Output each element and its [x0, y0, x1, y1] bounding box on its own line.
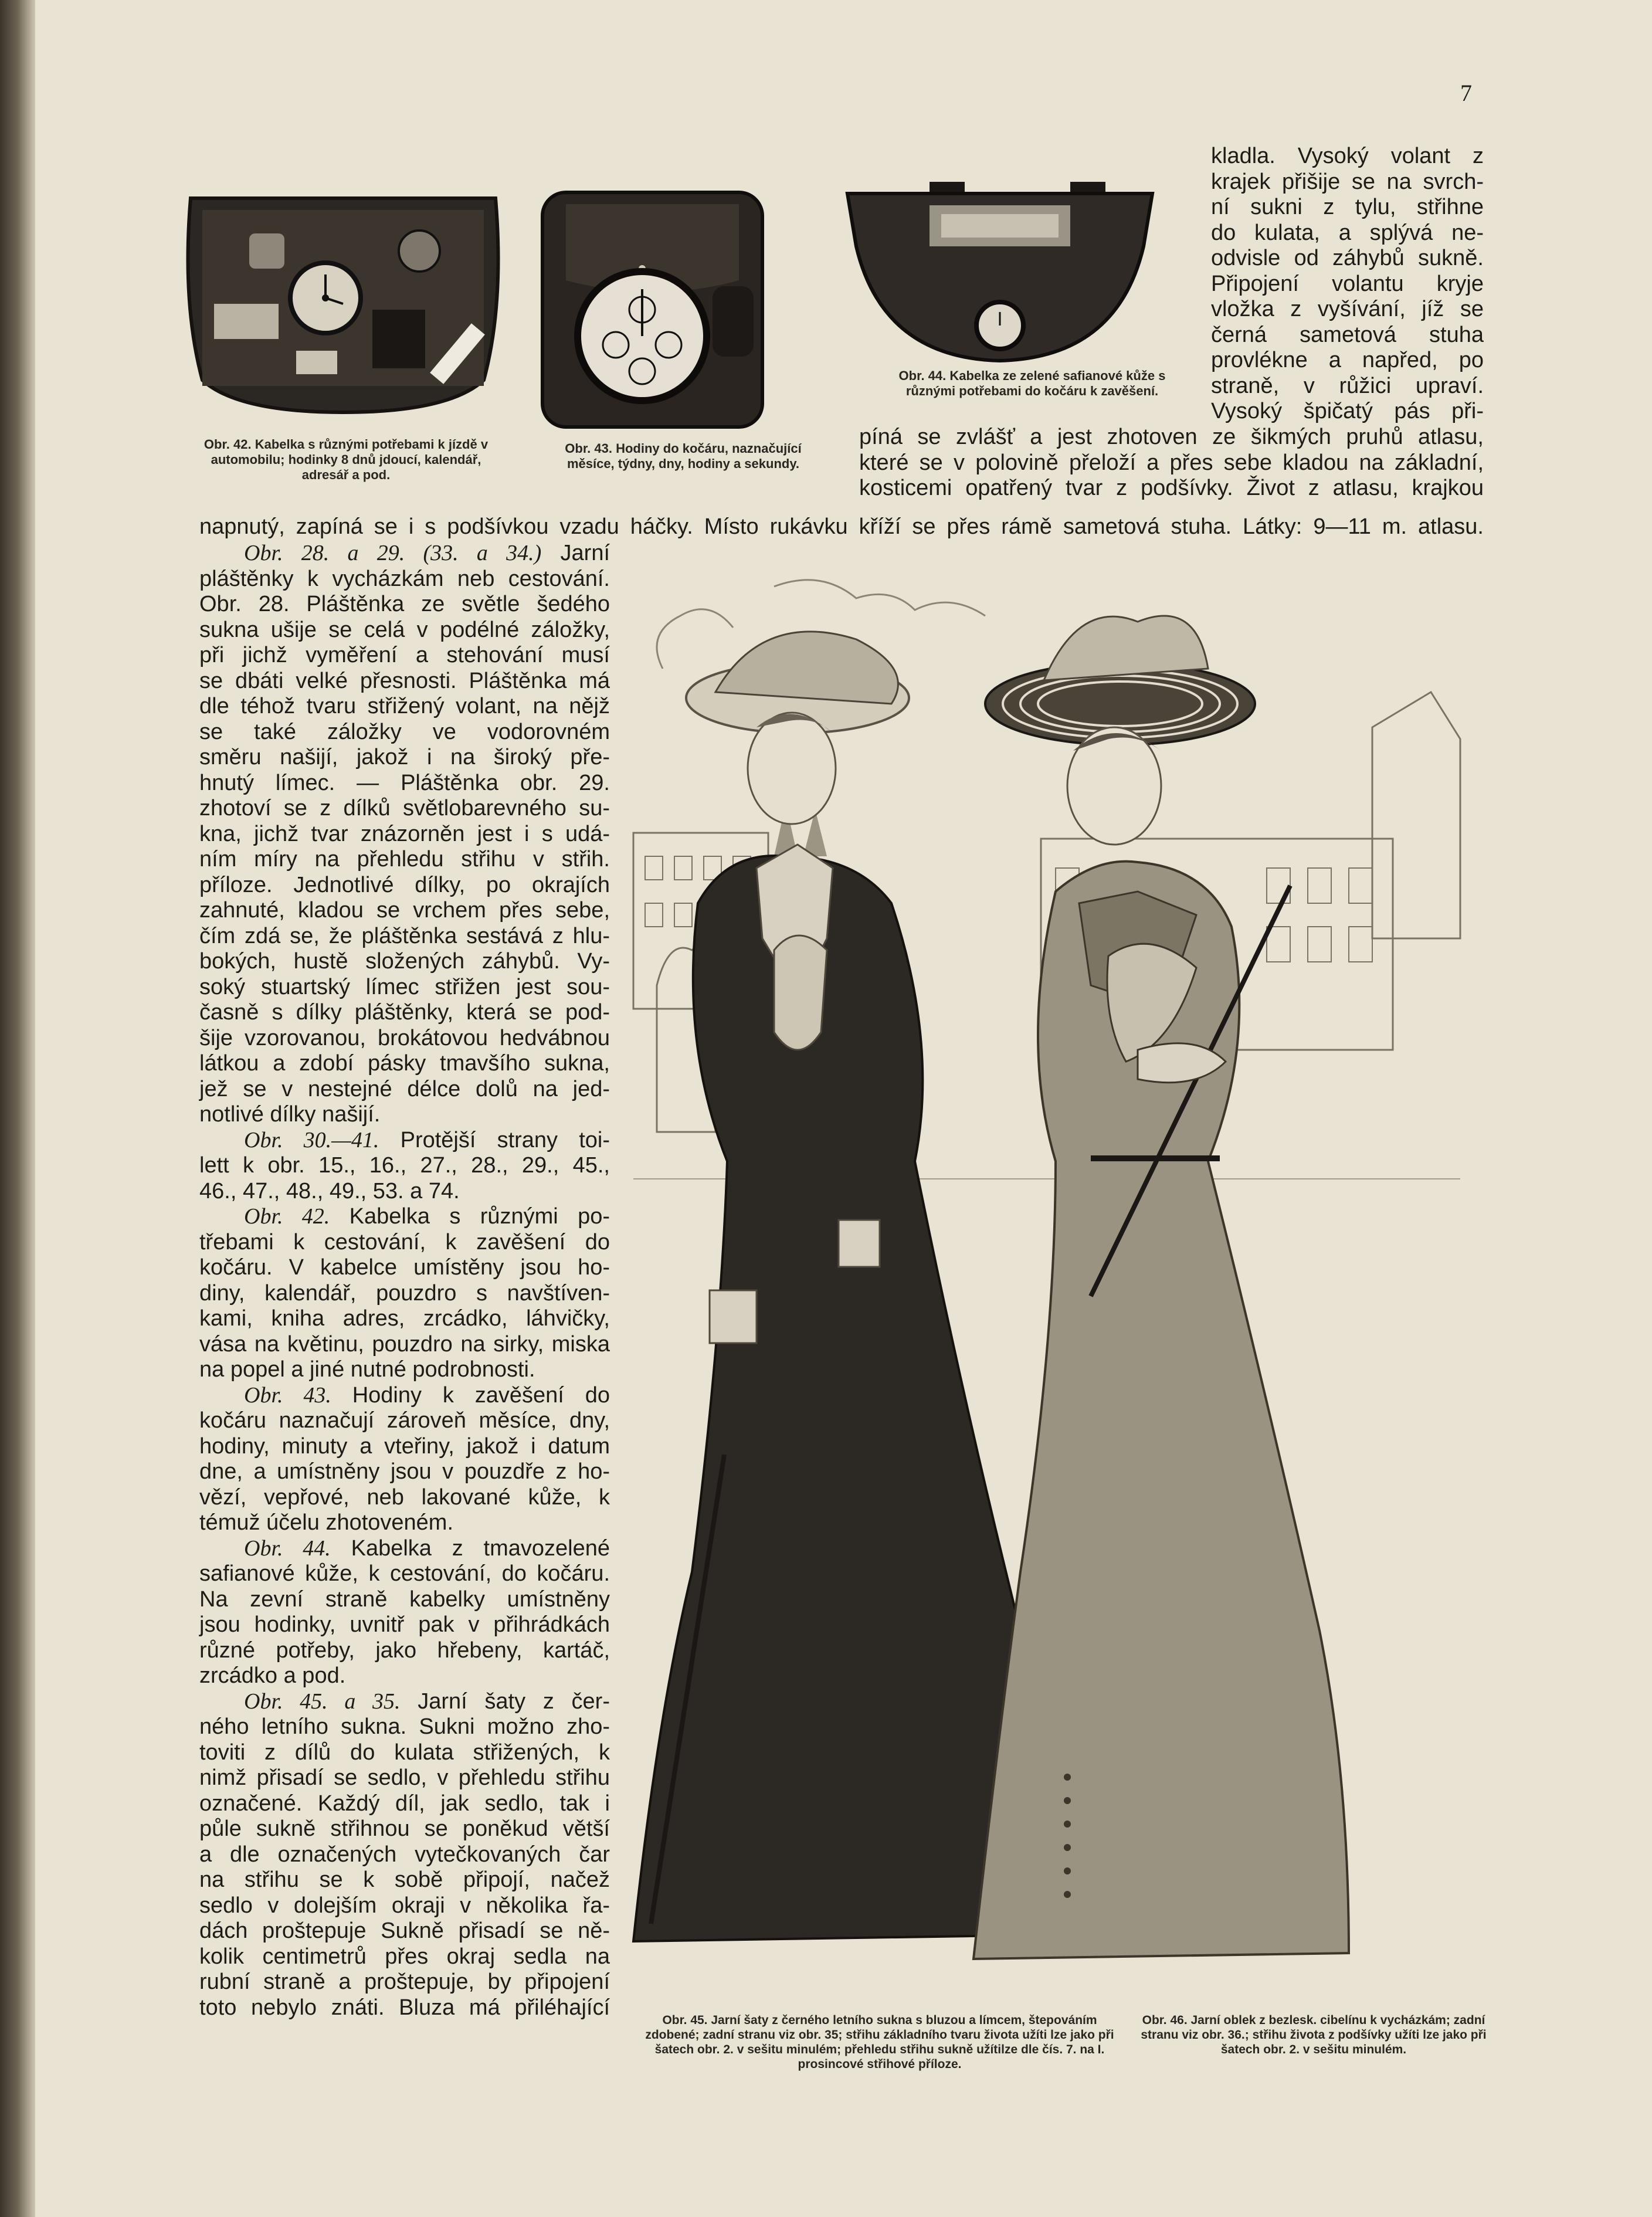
text-line: čím zdá se, že pláštěnka sestává z hlu- — [199, 923, 610, 948]
figure-reference: Obr. 45. a 35. — [244, 1689, 401, 1714]
text-line: pláštěnky k vycházkám neb cestování. — [199, 566, 610, 591]
text-line: jež se v nestejné délce dolů na jed- — [199, 1076, 610, 1101]
text-line: kami, kniha adres, zrcádko, láhvičky, — [199, 1306, 610, 1331]
text-line: ním míry na přehledu střihu v střih. — [199, 847, 610, 872]
text-line: označené. Každý díl, jak sedlo, tak i — [199, 1791, 610, 1816]
text-line: notlivé dílky našijí. — [199, 1102, 381, 1127]
text-line: dách proštepuje Sukně přisadí se ně- — [199, 1918, 610, 1943]
text-line: příloze. Jednotlivé dílky, po okrajích — [199, 872, 610, 897]
text-line: toviti z dílů do kulata střižených, k — [199, 1740, 610, 1765]
text-line: kna, jichž tvar znázorněn jest i s udá- — [199, 821, 610, 846]
text-line: se dbáti velké přesnosti. Pláštěnka má — [199, 668, 610, 693]
text-line: krajek přišije se na svrch- — [1211, 169, 1484, 194]
text-line: ného letního sukna. Sukni možno zho- — [199, 1714, 610, 1739]
text-line: napnutý, zapíná se i s podšívkou vzadu háčky. Místo rukávku kříží se přes rámě sametová stuha. Látky: 9—11 m. atlasu. — [199, 514, 1484, 539]
text-line: zrcádko a pod. — [199, 1663, 346, 1688]
text-line: Obr. 28. Pláštěnka ze světle šedého — [199, 592, 610, 616]
text-line: vása na květinu, pouzdro na sirky, miska — [199, 1331, 610, 1357]
text-line: kosticemi opatřený tvar z podšívky. Život z atlasu, krajkou — [859, 476, 1484, 500]
text-line: při jichž vyměření a stehování musí — [199, 643, 610, 667]
text-line: a dle označených vytečkovaných čar — [199, 1842, 610, 1867]
figure-42-travel-bag — [179, 187, 507, 415]
text-line: Na zevní straně kabelky umístněny — [199, 1587, 610, 1612]
text-line: půle sukně střihnou se poněkud větší — [199, 1816, 610, 1841]
figure-45-caption: Obr. 45. Jarní šaty z černého letního sukna s bluzou a límcem, štepováním zdobené; zadní stranu viz obr. 35; střihu základního tvaru života užíti lze jako při šatech obr. 2. v sešitu minulém; přehledu střihu sukně užítilze dle čís. 7. na I. prosincové střihové příloze. — [645, 2013, 1114, 2071]
text-line: kolik centimetrů přes okraj sedla na — [199, 1944, 610, 1969]
text-line: sukna ušije se celá v podélné záložky, — [199, 617, 610, 642]
text-line: třebami k cestování, k zavěšení do — [199, 1229, 610, 1255]
full-width-line — [199, 514, 1484, 540]
text-line: dne, a umístněny jsou v pouzdře z ho- — [199, 1459, 610, 1484]
text-line: bokých, hustě složených záhybů. Vy- — [199, 949, 610, 974]
book-spine-shadow — [0, 0, 35, 2217]
text-line: Obr. 45. a 35. Jarní šaty z čer- — [244, 1689, 610, 1714]
figure-46-caption: Obr. 46. Jarní oblek z bezlesk. cibelínu k vycházkám; zadní stranu viz obr. 36.; střihu života z podšívky užíti lze jako při šatech obr. 2. v sešitu minulém. — [1141, 2013, 1487, 2056]
text-line: vložka z vyšívání, jíž se — [1211, 297, 1484, 321]
text-line: různé potřeby, jako hřebeny, kartáč, — [199, 1638, 610, 1663]
text-line: rubní straně a proštepuje, by připojení — [199, 1969, 610, 1994]
figure-44-caption: Obr. 44. Kabelka ze zelené safianové kůže s různými potřebami do kočáru k zavěšení. — [898, 368, 1166, 398]
text-line: ní sukni z tylu, střihne — [1211, 195, 1484, 219]
text-line: směru našijí, jakož i na široký pře- — [199, 745, 610, 769]
text-line: Obr. 43. Hodiny k zavěšení do — [244, 1382, 610, 1408]
figure-reference: Obr. 28. a 29. (33. a 34.) — [244, 541, 542, 565]
text-line: témuž účelu zhotoveném. — [199, 1510, 454, 1535]
figure-43-carriage-clock — [537, 187, 768, 433]
text-line: Obr. 44. Kabelka z tmavozelené — [244, 1535, 610, 1561]
figure-42-caption: Obr. 42. Kabelka s různými potřebami k jízdě v automobilu; hodinky 8 dnů jdoucí, kalendář, adresář a pod. — [203, 437, 489, 482]
text-line: jsou hodinky, uvnitř pak v přihrádkách — [199, 1612, 610, 1637]
fashion-plate-illustration — [610, 575, 1501, 2012]
text-line: časně s dílky pláštěnky, která se pod- — [199, 1000, 610, 1025]
text-line: safianové kůže, k cestování, do kočáru. — [199, 1561, 610, 1586]
text-line: 46., 47., 48., 49., 53. a 74. — [199, 1178, 460, 1204]
text-line: nimž přisadí se sedlo, v přehledu střihu — [199, 1765, 610, 1790]
text-line: hodiny, minuty a vteřiny, jakož i datum — [199, 1433, 610, 1459]
text-line: píná se zvlášť a jest zhotoven ze šikmých pruhů atlasu, — [859, 425, 1484, 449]
text-line: dle téhož tvaru střižený volant, na nějž — [199, 694, 610, 718]
text-line: Obr. 30.—41. Protější strany toi- — [244, 1127, 610, 1152]
mid-paragraph — [859, 425, 1484, 501]
text-line: zhotoví se z dílků světlobarevného su- — [199, 796, 610, 821]
text-line: provlékne a napřed, po — [1211, 348, 1484, 372]
text-line: diny, kalendář, pouzdro s navštíven- — [199, 1280, 610, 1306]
text-line: Obr. 42. Kabelka s různými po- — [244, 1204, 610, 1229]
text-line: Připojení volantu kryje — [1211, 271, 1484, 296]
figure-reference: Obr. 42. — [244, 1204, 330, 1229]
text-line: sedlo v dolejším okraji v několika řa- — [199, 1893, 610, 1918]
top-right-column — [1211, 144, 1484, 425]
text-line: vězí, vepřové, neb lakované kůže, k — [199, 1484, 610, 1510]
figure-reference: Obr. 44. — [244, 1535, 331, 1561]
text-line: toto nebylo znáti. Bluza má přiléhající — [199, 1995, 610, 2020]
figure-44-green-bag — [842, 182, 1158, 370]
text-line: Obr. 28. a 29. (33. a 34.) Jarní — [244, 541, 610, 565]
text-line: lett k obr. 15., 16., 27., 28., 29., 45., — [199, 1153, 610, 1178]
text-line: látkou a zdobí pásky tmavšího sukna, — [199, 1051, 610, 1076]
figure-reference: Obr. 30.—41. — [244, 1127, 379, 1152]
text-line: se také záložky ve vodorovném — [199, 719, 610, 744]
text-line: které se v polovině přeloží a přes sebe kladou na základní, — [859, 450, 1484, 475]
text-line: Vysoký špičatý pás při- — [1211, 399, 1484, 423]
figure-43-caption: Obr. 43. Hodiny do kočáru, naznačující měsíce, týdny, dny, hodiny a sekundy. — [565, 441, 802, 471]
text-line: straně, v růžici upraví. — [1211, 373, 1484, 398]
text-line: soký stuartský límec střižen jest sou- — [199, 974, 610, 999]
text-line: hnutý límec. — Pláštěnka obr. 29. — [199, 770, 610, 795]
figure-reference: Obr. 43. — [244, 1382, 331, 1408]
text-line: kočáru. V kabelce umístěny jsou ho- — [199, 1255, 610, 1280]
text-line: černá sametová stuha — [1211, 322, 1484, 347]
page-number: 7 — [1460, 80, 1472, 106]
text-line: do kulata, a splývá ne- — [1211, 220, 1484, 245]
left-column — [199, 541, 610, 2021]
text-line: kladla. Vysoký volant z — [1211, 144, 1484, 168]
text-line: kočáru naznačují zároveň měsíce, dny, — [199, 1408, 610, 1433]
text-line: na střihu se k sobě připojí, načež — [199, 1867, 610, 1892]
text-line: odvisle od záhybů sukně. — [1211, 246, 1484, 270]
text-line: šije vzorovanou, brokátovou hedvábnou — [199, 1025, 610, 1050]
text-line: zahnuté, kladou se vrchem přes sebe, — [199, 898, 610, 923]
text-line: na popel a jiné nutné podrobnosti. — [199, 1357, 535, 1382]
